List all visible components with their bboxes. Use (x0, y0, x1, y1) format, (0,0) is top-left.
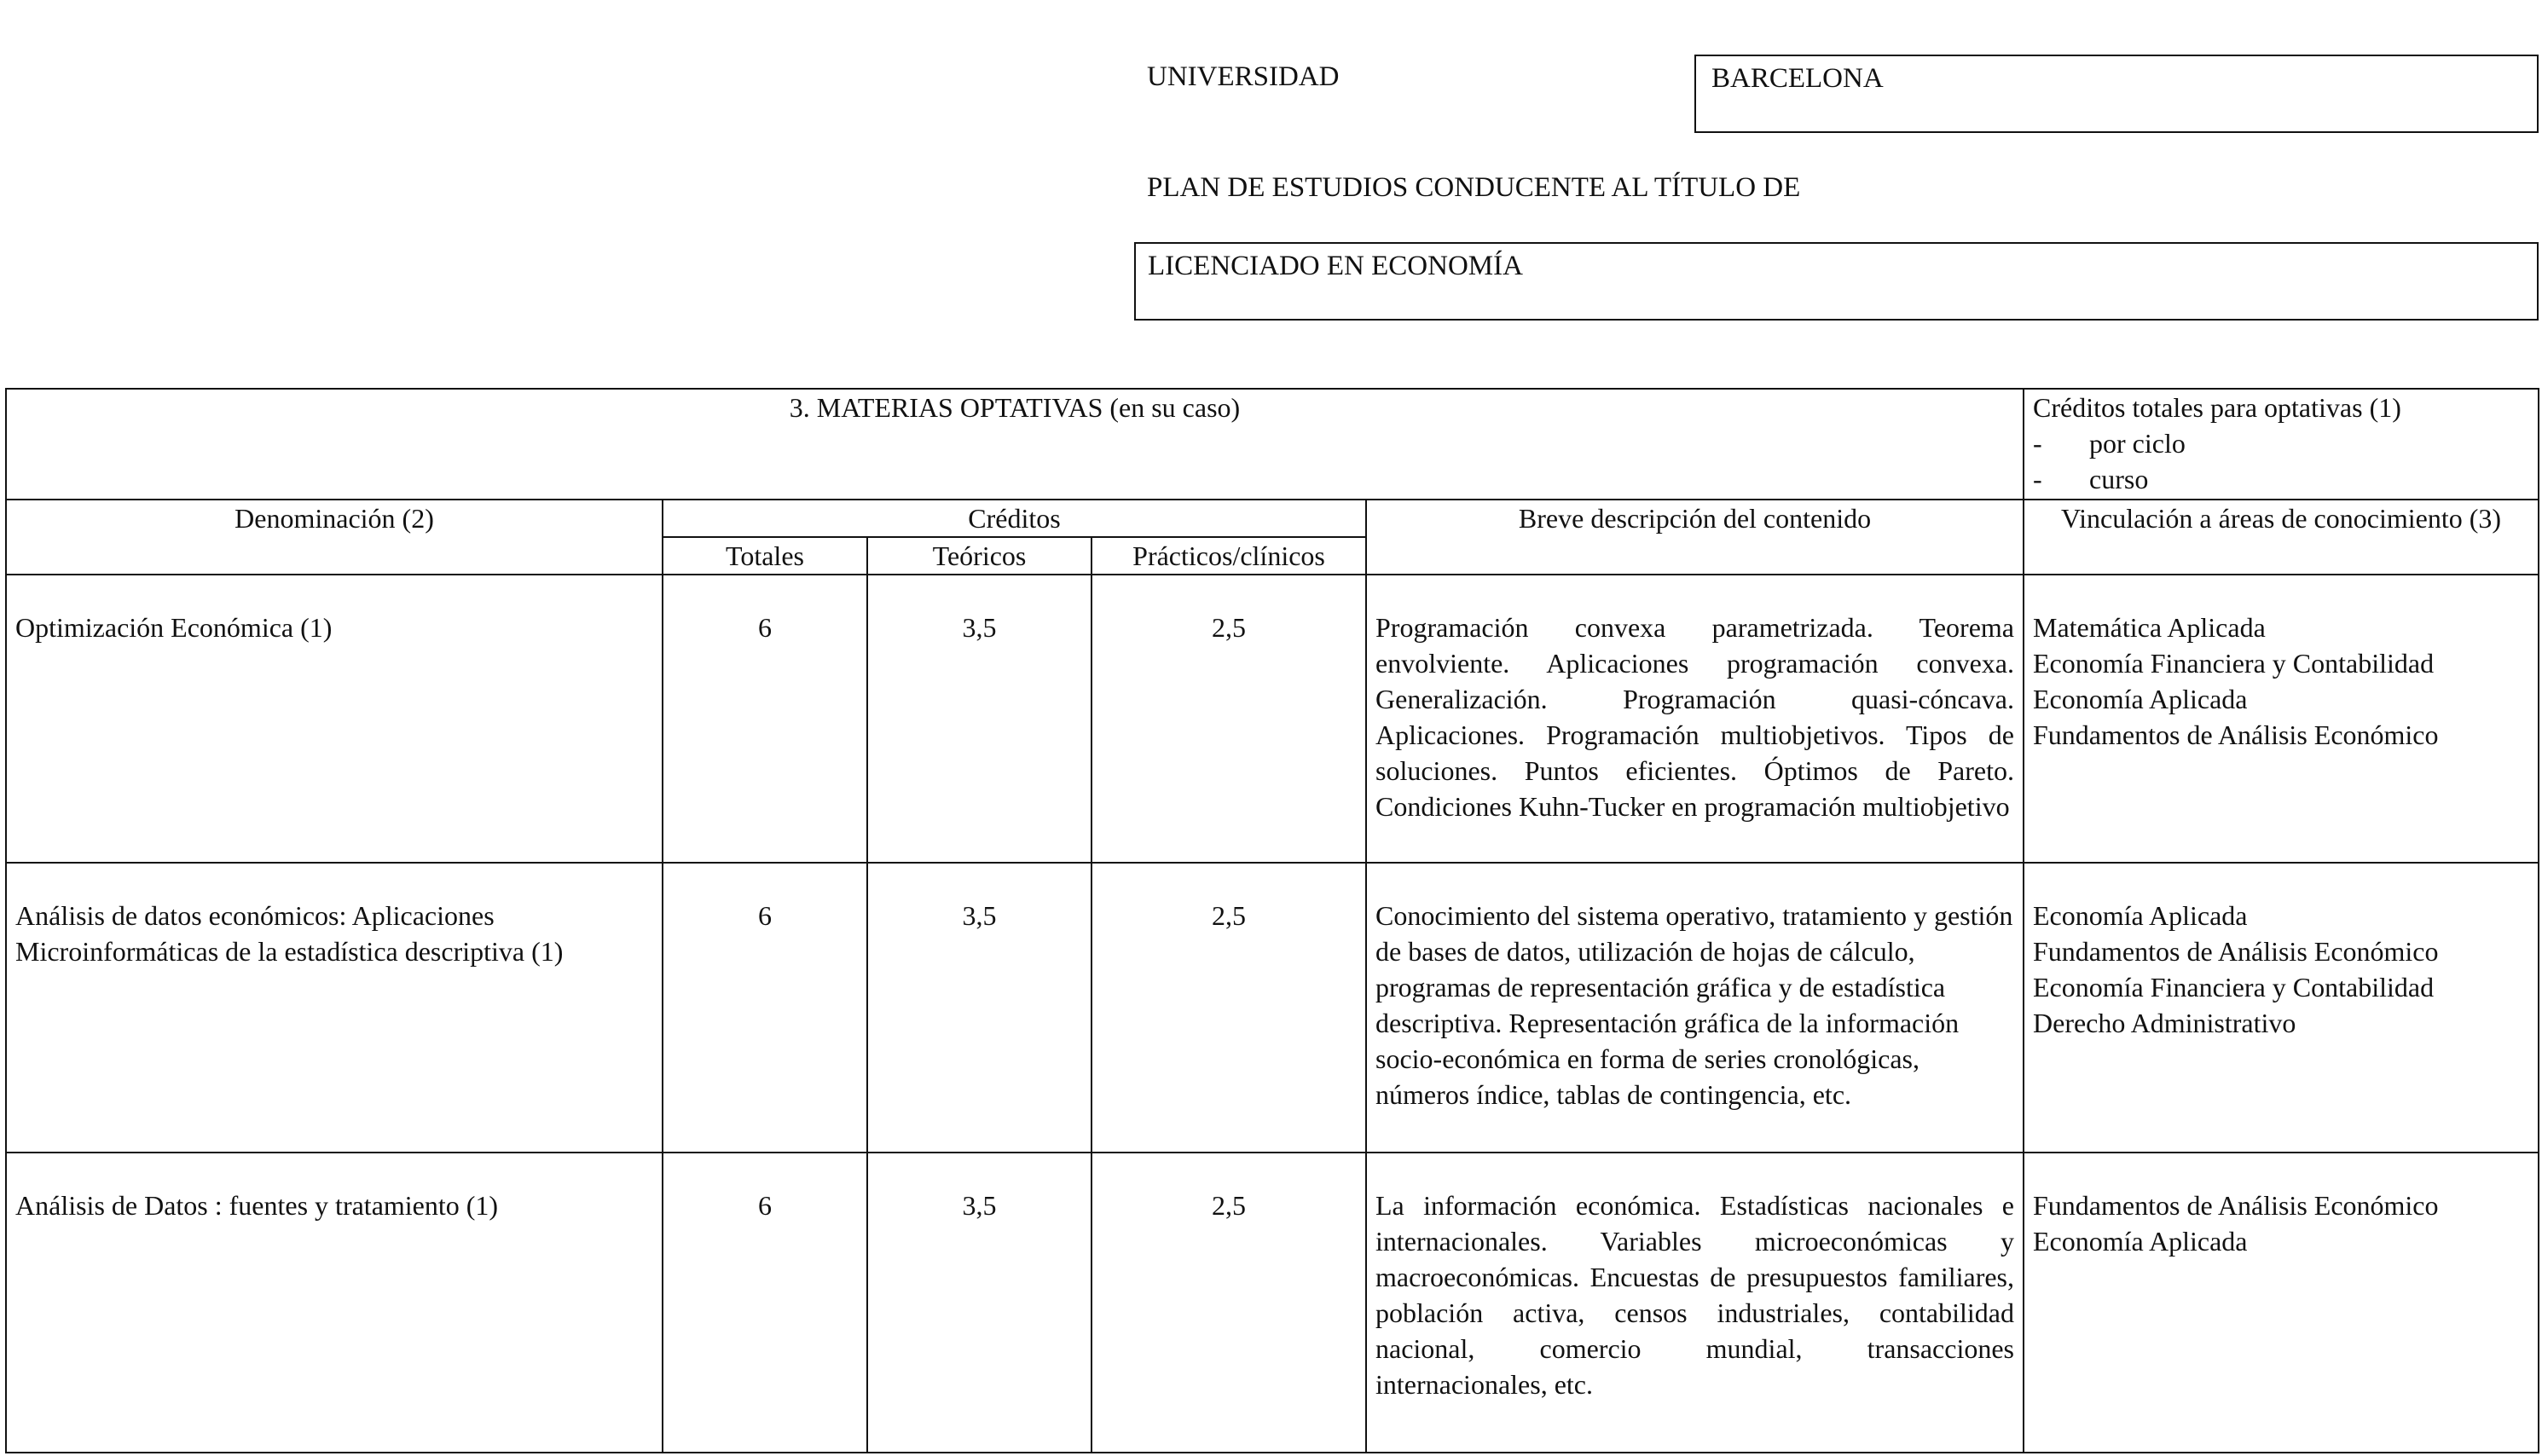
materias-optativas-table (5, 388, 2539, 1453)
universidad-value: BARCELONA (1711, 63, 1884, 94)
section-row (6, 389, 2539, 500)
area-item: Economía Aplicada (2033, 684, 2248, 714)
section-title: 3. MATERIAS OPTATIVAS (en su caso) (6, 389, 2024, 500)
table-row (6, 863, 2539, 1153)
header-teoricos: Teóricos (867, 537, 1091, 575)
list-item: - curso (2033, 464, 2149, 494)
list-item: - por ciclo (2033, 428, 2186, 459)
totales-cell: 6 (663, 863, 867, 1153)
totales-cell: 6 (663, 575, 867, 863)
header-vinculacion: Vinculación a áreas de conocimiento (3) (2024, 500, 2539, 575)
practicos-cell: 2,5 (1091, 575, 1366, 863)
teoricos-cell: 3,5 (867, 575, 1091, 863)
area-item: Economía Aplicada (2033, 900, 2248, 931)
area-item: Economía Aplicada (2033, 1226, 2248, 1257)
titulo-box (1134, 242, 2539, 321)
totales-cell: 6 (663, 1153, 867, 1453)
header-creditos: Créditos (663, 500, 1366, 537)
creditos-totales-cell (2024, 389, 2539, 500)
practicos-cell: 2,5 (1091, 863, 1366, 1153)
teoricos-cell: 3,5 (867, 1153, 1091, 1453)
header-descripcion: Breve descripción del contenido (1366, 500, 2024, 575)
descripcion-cell: Programación convexa parametrizada. Teorema envolviente. Aplicaciones programación convexa. Generalización. Programación quasi-cóncava. Aplicaciones. Programación multiobjetivos. Tipos de soluciones. Puntos eficientes. Óptimos de Pareto. Condiciones Kuhn-Tucker en programación multiobjetivo (1366, 575, 2024, 863)
universidad-box (1694, 55, 2539, 133)
header-practicos: Prácticos/clínicos (1091, 537, 1366, 575)
practicos-cell: 2,5 (1091, 1153, 1366, 1453)
area-item: Economía Financiera y Contabilidad (2033, 648, 2435, 679)
table-row (6, 575, 2539, 863)
header-denominacion: Denominación (2) (6, 500, 663, 575)
titulo-value: LICENCIADO EN ECONOMÍA (1148, 251, 1523, 281)
teoricos-cell: 3,5 (867, 863, 1091, 1153)
creditos-totales-title: Créditos totales para optativas (1) (2033, 392, 2401, 423)
area-item: Matemática Aplicada (2033, 612, 2266, 643)
area-item: Economía Financiera y Contabilidad (2033, 972, 2435, 1002)
denominacion-cell: Análisis de datos económicos: Aplicaciones Microinformáticas de la estadística descriptiva (1) (6, 863, 663, 1153)
area-item: Fundamentos de Análisis Económico (2033, 719, 2439, 750)
areas-cell (2024, 1153, 2539, 1453)
area-item: Fundamentos de Análisis Económico (2033, 1190, 2439, 1221)
header-totales: Totales (663, 537, 867, 575)
area-item: Fundamentos de Análisis Económico (2033, 936, 2439, 967)
universidad-label: UNIVERSIDAD (1147, 61, 1340, 92)
areas-cell (2024, 575, 2539, 863)
table-row (6, 1153, 2539, 1453)
denominacion-cell: Optimización Económica (1) (6, 575, 663, 863)
areas-cell (2024, 863, 2539, 1153)
denominacion-cell: Análisis de Datos : fuentes y tratamiento (1) (6, 1153, 663, 1453)
descripcion-cell: La información económica. Estadísticas nacionales e internacionales. Variables microeconómicas y macroeconómicas. Encuestas de presupuestos familiares, población activa, censos industriales, contabilidad nacional, comercio mundial, transacciones internacionales, etc. (1366, 1153, 2024, 1453)
area-item: Derecho Administrativo (2033, 1008, 2296, 1038)
creditos-totales-list (2033, 425, 2529, 497)
plan-label: PLAN DE ESTUDIOS CONDUCENTE AL TÍTULO DE (1147, 172, 1801, 203)
descripcion-cell: Conocimiento del sistema operativo, tratamiento y gestión de bases de datos, utilización de hojas de cálculo, programas de representación gráfica y de estadística descriptiva. Representación gráfica de la información socio-económica en forma de series cronológicas, números índice, tablas de contingencia, etc. (1366, 863, 2024, 1153)
header-row-1 (6, 500, 2539, 537)
